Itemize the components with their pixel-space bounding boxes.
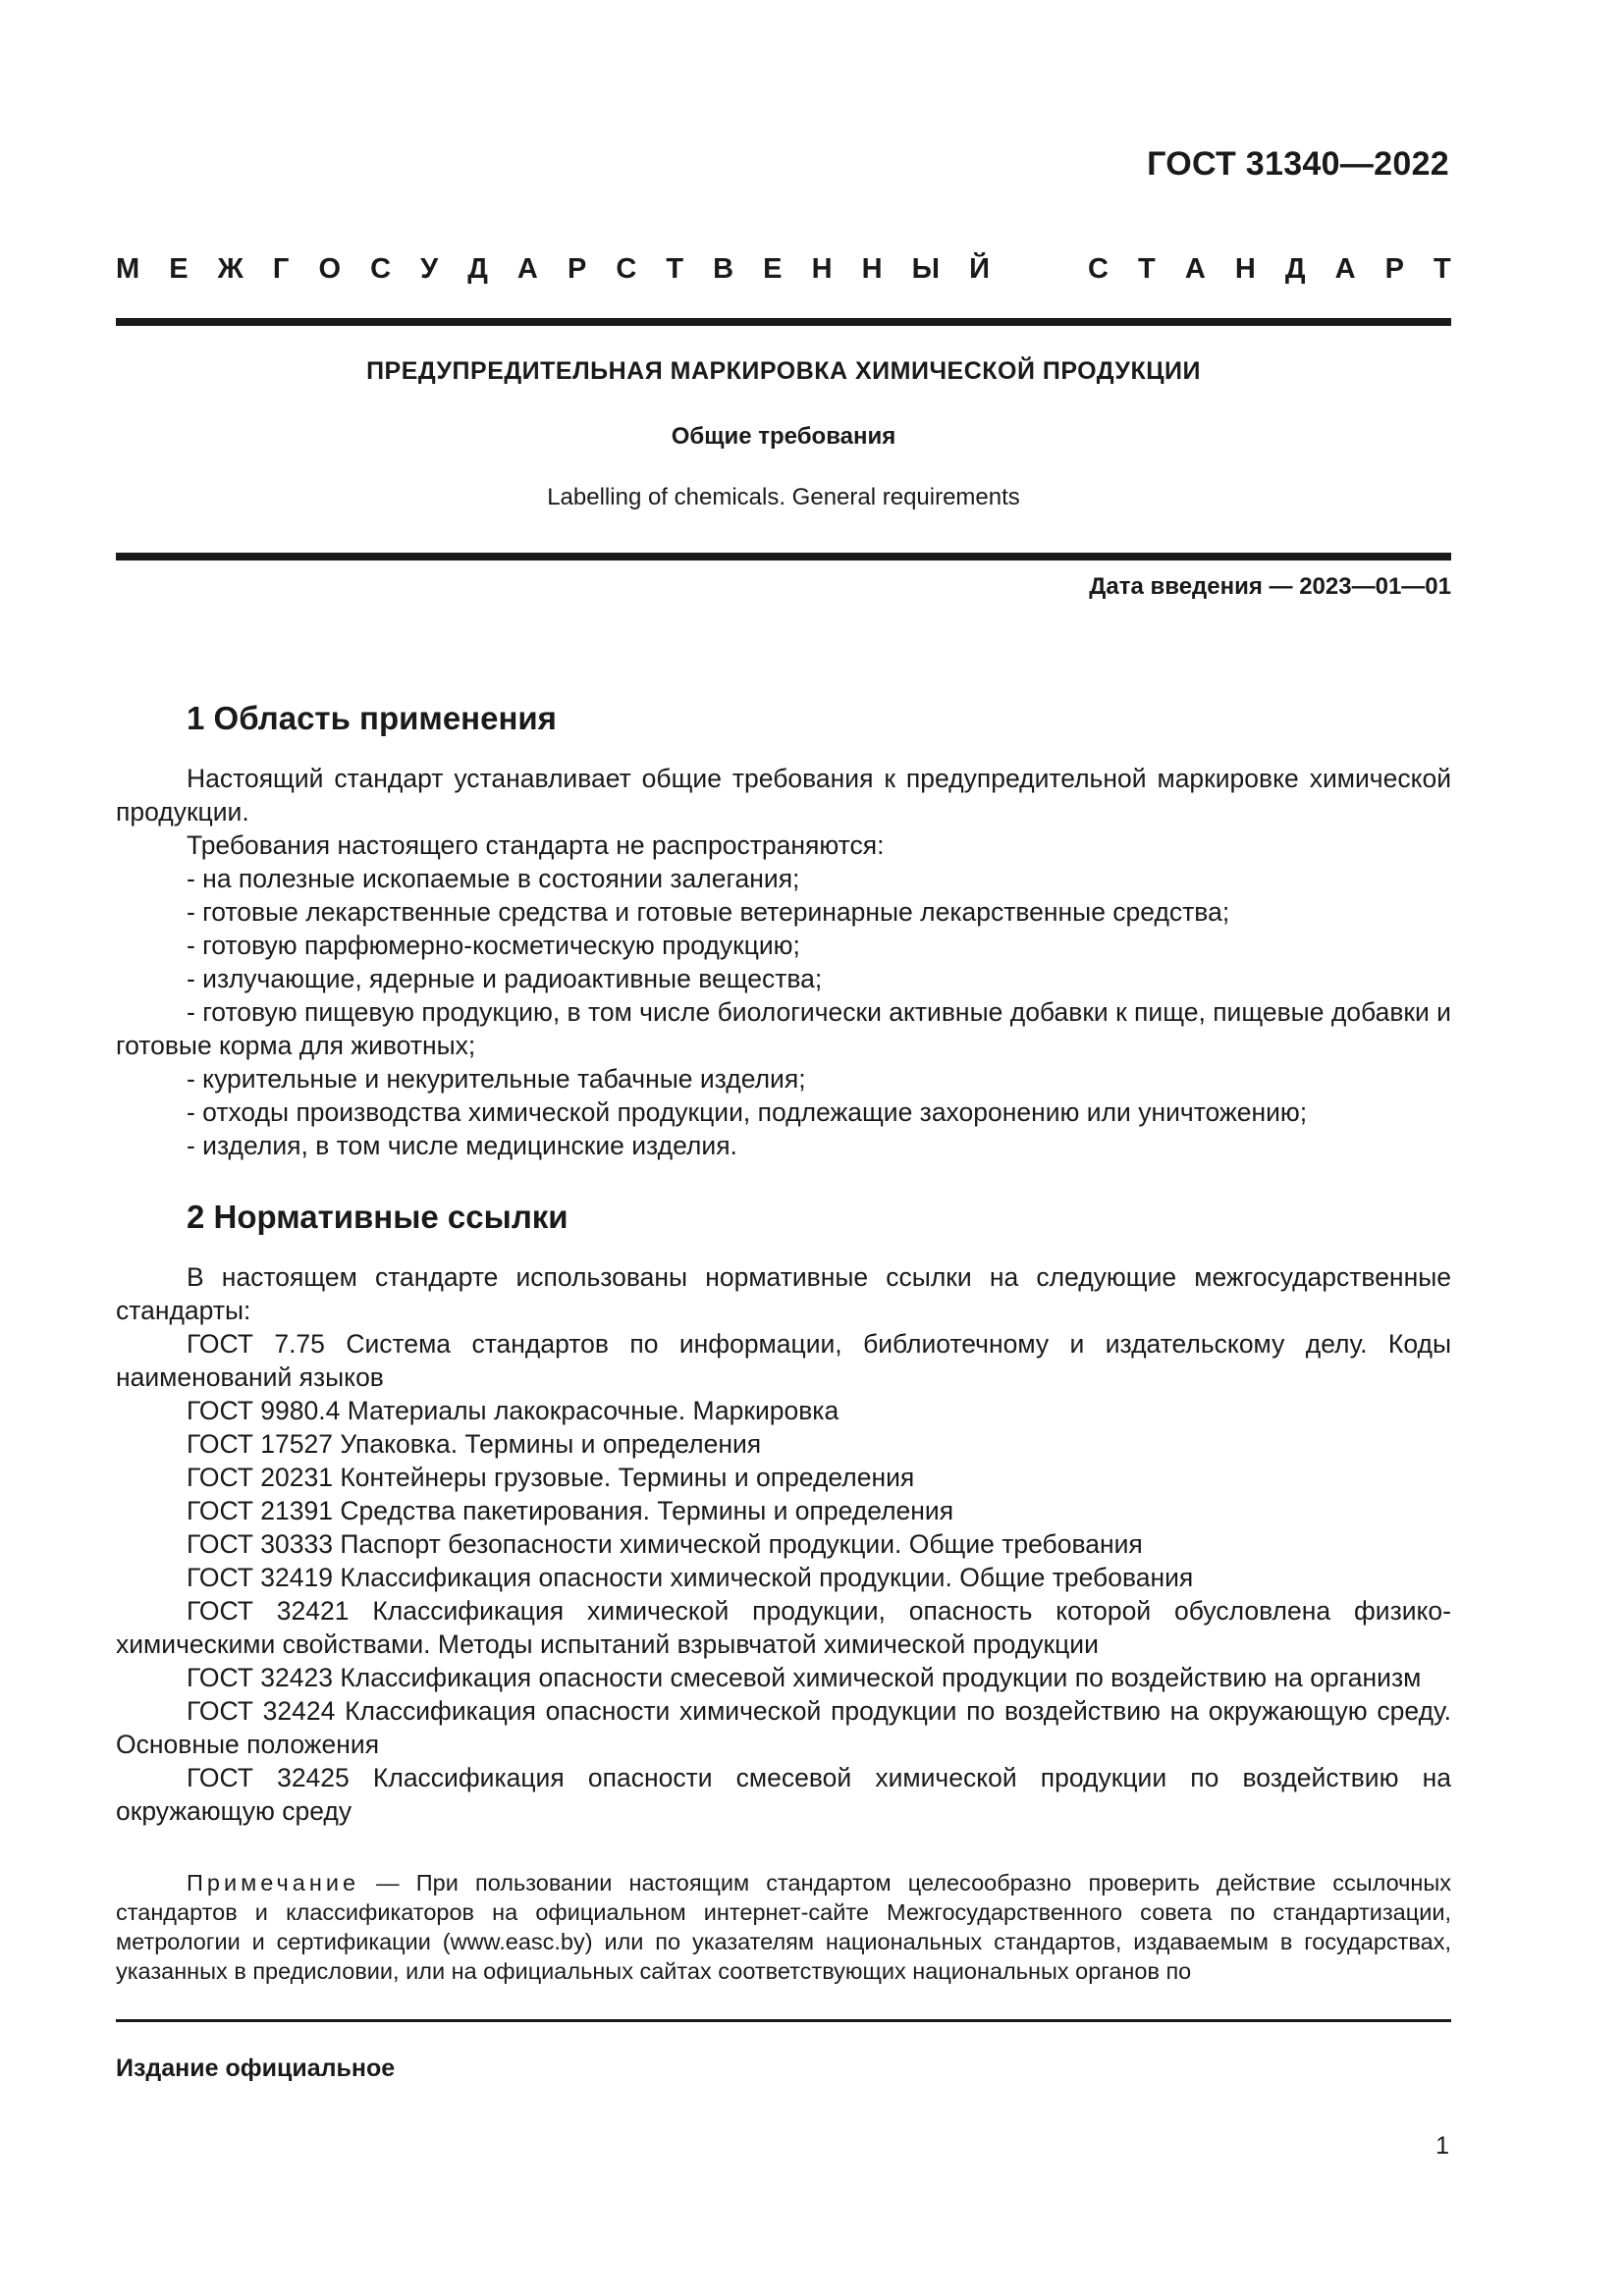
banner-letter: Н [861,253,883,285]
banner-letter: Е [169,253,189,285]
banner-letter: А [516,253,538,285]
interstate-standard-banner [116,253,1451,286]
list-item: - готовую парфюмерно-косметическую продукцию; [187,931,800,960]
reference-item: ГОСТ 20231 Контейнеры грузовые. Термины и определения [187,1463,915,1492]
document-code: ГОСТ 31340—2022 [1147,145,1449,183]
list-item: - изделия, в том числе медицинские изделия. [187,1131,737,1160]
reference-item: ГОСТ 32419 Классификация опасности химической продукции. Общие требования [187,1563,1194,1592]
section-heading: 2 Нормативные ссылки [187,1199,568,1235]
section-1-body [116,762,1451,1162]
paragraph: Требования настоящего стандарта не распространяются: [187,830,885,860]
banner-letter: С [1088,253,1109,285]
reference-item: ГОСТ 9980.4 Материалы лакокрасочные. Маркировка [187,1396,839,1425]
reference-item: ГОСТ 30333 Паспорт безопасности химической продукции. Общие требования [187,1529,1143,1559]
title-rule [116,553,1451,561]
banner-letter: М [116,253,140,285]
section-heading: 1 Область применения [187,700,557,736]
official-edition-label: Издание официальное [116,2055,396,2082]
english-title: Labelling of chemicals. General requirements [547,484,1020,510]
header-rule [116,318,1451,326]
introduction-date: Дата введения — 2023—01—01 [1089,573,1451,600]
banner-letter: А [1334,253,1356,285]
note-block [116,1868,1451,1986]
note-label: Примечание [187,1870,360,1896]
list-item: - излучающие, ядерные и радиоактивные вещества; [187,964,823,993]
page-number: 1 [1435,2132,1449,2160]
footer-rule [116,2019,1451,2022]
paragraph: Настоящий стандарт устанавливает общие требования к предупредительной маркировке химической продукции. [116,764,1451,827]
list-item: - готовые лекарственные средства и готовые ветеринарные лекарственные средства; [187,897,1230,927]
banner-letter: Р [567,253,587,285]
banner-letter: Й [969,253,990,285]
banner-letter: Т [1138,253,1156,285]
paragraph: В настоящем стандарте использованы нормативные ссылки на следующие межгосударственные стандарты: [116,1262,1451,1325]
banner-letter: У [420,253,439,285]
banner-letter: Д [467,253,488,285]
banner-letter: Н [1234,253,1256,285]
banner-letter: С [616,253,637,285]
document-title: ПРЕДУПРЕДИТЕЛЬНАЯ МАРКИРОВКА ХИМИЧЕСКОЙ ПРОДУКЦИИ [366,357,1201,385]
banner-letter: Г [272,253,290,285]
banner-letter: В [713,253,734,285]
banner-letter: Т [1434,253,1451,285]
banner-letter: О [318,253,341,285]
banner-letter: Ы [911,253,940,285]
reference-item: ГОСТ 32424 Классификация опасности химической продукции по воздействию на окружающую среду. Основные положения [116,1696,1451,1759]
list-item: - готовую пищевую продукцию, в том числе биологически активные добавки к пище, пищевые добавки и готовые корма для животных; [116,997,1451,1060]
reference-item: ГОСТ 32425 Классификация опасности смесевой химической продукции по воздействию на окружающую среду [116,1763,1451,1826]
banner-letter: Н [811,253,833,285]
banner-letter: Д [1284,253,1306,285]
list-item: - отходы производства химической продукции, подлежащие захоронению или уничтожению; [187,1097,1308,1127]
list-item: - на полезные ископаемые в состоянии залегания; [187,864,800,893]
document-subtitle: Общие требования [671,423,896,450]
reference-item: ГОСТ 21391 Средства пакетирования. Термины и определения [187,1496,954,1525]
banner-letter: Р [1384,253,1404,285]
reference-item: ГОСТ 17527 Упаковка. Термины и определения [187,1429,762,1459]
banner-word-gap [1019,253,1058,286]
reference-item: ГОСТ 32423 Классификация опасности смесевой химической продукции по воздействию на организм [187,1663,1422,1692]
list-item: - курительные и некурительные табачные изделия; [187,1064,806,1094]
note-text: — При пользовании настоящим стандартом целесообразно проверить действие ссылочных стандартов и классификаторов на официальном интернет-сайте Межгосударственного совета по стандартизации, метрологии и сертификации (www.easc.by) или по указателям национальных стандартов, издаваемым в государствах, указанных в предисловии, или на официальных сайтах соответствующих национальных органов по [116,1870,1451,1984]
banner-letter: Ж [217,253,244,285]
section-2-body [116,1260,1451,1828]
banner-letter: Т [666,253,684,285]
banner-letter: Е [763,253,783,285]
banner-letter: С [370,253,392,285]
banner-letter: А [1184,253,1206,285]
reference-item: ГОСТ 7.75 Система стандартов по информации, библиотечному и издательскому делу. Коды наименований языков [116,1329,1451,1392]
reference-item: ГОСТ 32421 Классификация химической продукции, опасность которой обусловлена физико-химическими свойствами. Методы испытаний взрывчатой химической продукции [116,1596,1451,1659]
